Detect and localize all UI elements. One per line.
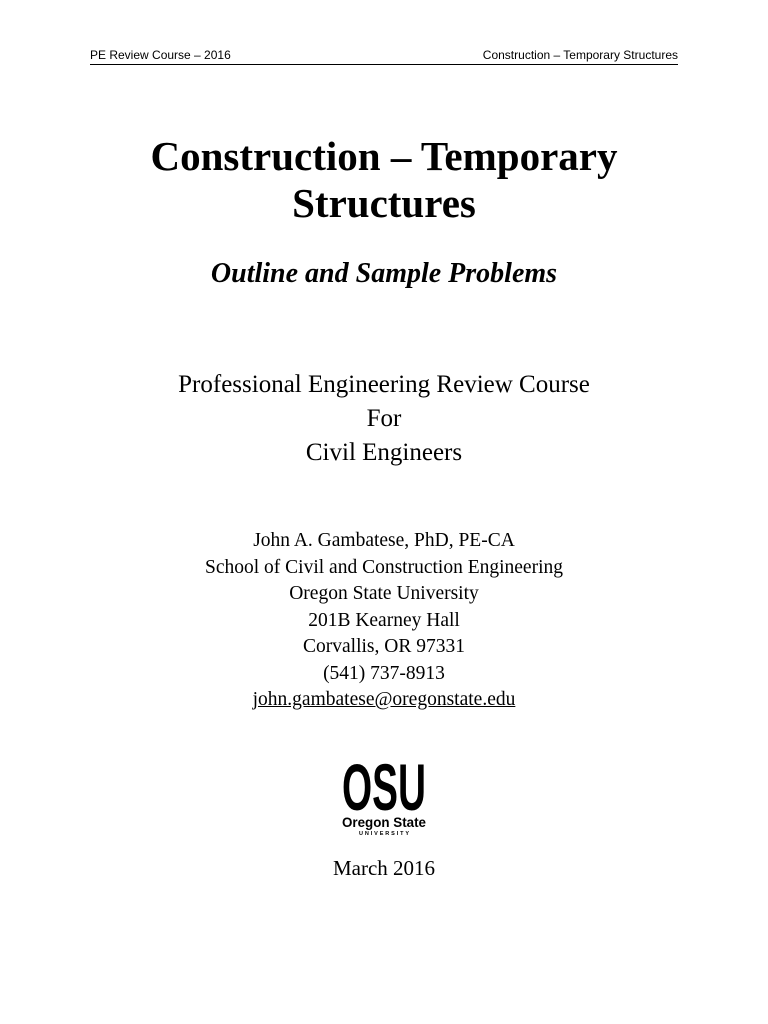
- author-block: [0, 528, 768, 714]
- osu-logo-sub: UNIVERSITY: [359, 831, 409, 837]
- author-university: Oregon State University: [289, 583, 479, 604]
- course-line-2: For: [366, 405, 402, 432]
- author-school: School of Civil and Construction Engineering: [205, 556, 563, 578]
- title-line-2: Structures: [292, 180, 476, 226]
- author-phone: (541) 737-8913: [323, 662, 445, 684]
- document-date: March 2016: [332, 856, 436, 880]
- course-description: [0, 368, 768, 470]
- author-office: 201B Kearney Hall: [308, 609, 460, 631]
- document-subtitle: Outline and Sample Problems: [210, 258, 558, 289]
- course-line-3: Civil Engineers: [305, 439, 463, 466]
- osu-logo-name: Oregon State: [342, 815, 427, 830]
- running-header: [90, 47, 678, 65]
- author-email-link[interactable]: john.gambatese@oregonstate.edu: [252, 689, 516, 710]
- title-line-1: Construction – Temporary: [150, 133, 618, 179]
- header-topic-label: Construction – Temporary Structures: [482, 48, 678, 62]
- osu-logo-mark: OSU: [342, 750, 426, 824]
- osu-logo: [337, 748, 431, 838]
- author-name: John A. Gambatese, PhD, PE-CA: [253, 530, 515, 551]
- document-title: [0, 133, 768, 227]
- course-line-1: Professional Engineering Review Course: [178, 371, 590, 398]
- header-course-label: PE Review Course – 2016: [90, 48, 231, 62]
- author-city: Corvallis, OR 97331: [303, 636, 465, 657]
